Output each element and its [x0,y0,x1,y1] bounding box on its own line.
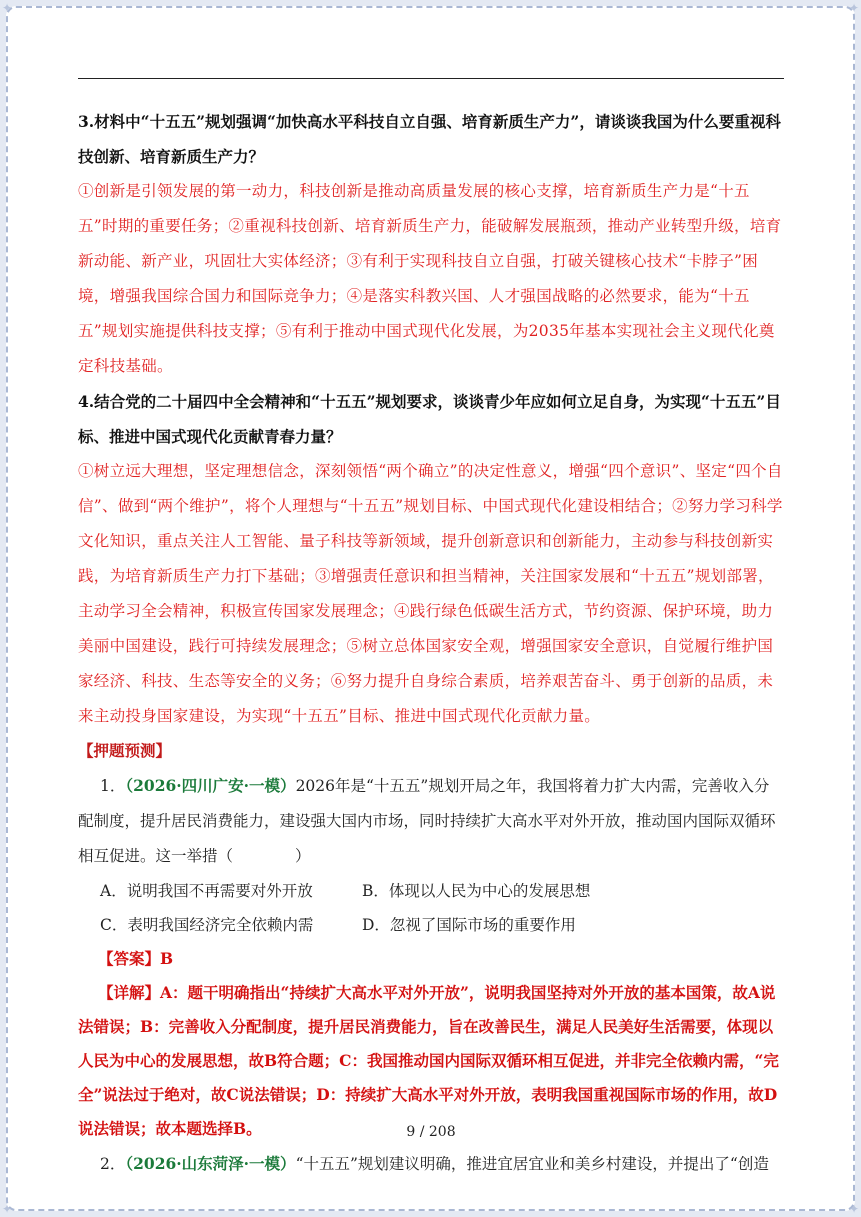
corner-star-icon: ✦ [2,1202,13,1216]
options-row-1 [78,874,784,908]
corner-star-icon: ✦ [848,1,859,15]
question-3: 3.材料中“十五五”规划强调“加快高水平科技自立自强、培育新质生产力”，请谈谈我国为什么要重视科技创新、培育新质生产力？ [78,112,781,166]
page-content [78,104,784,1182]
problem-1-explanation: 【详解】A：题干明确指出“持续扩大高水平对外开放”，说明我国坚持对外开放的基本国策，故A说法错误；B：完善收入分配制度，提升居民消费能力，旨在改善民生，满足人民美好生活需要，体现以人民为中心的发展思想，故B符合题；C：我国推动国内国际双循环相互促进，并非完全依赖内需，“完全”说法过于绝对，故C说法错误；D：持续扩大高水平对外开放，表明我国重视国际市场的作用，故D说法错误；故本题选择B。 [78,983,779,1138]
header-rule [78,78,784,79]
problem-1-number: 1． [100,777,126,795]
corner-star-icon: ✦ [2,1,13,15]
question-4: 4.结合党的二十届四中全会精神和“十五五”规划要求，谈谈青少年应如何立足自身，为实现“十五五”目标、推进中国式现代化贡献青春力量？ [78,392,781,446]
page-number: 9 / 208 [406,1124,456,1140]
answer-3: ①创新是引领发展的第一动力，科技创新是推动高质量发展的核心支撑，培育新质生产力是“十五五”时期的重要任务；②重视科技创新、培育新质生产力，能破解发展瓶颈，推动产业转型升级，培育新动能、新产业，巩固壮大实体经济；③有利于实现科技自立自强，打破关键核心技术“卡脖子”困境，增强我国综合国力和国际竞争力；④是落实科教兴国、人才强国战略的必然要求，能为“十五五”规划实施提供科技支撑；⑤有利于推动中国式现代化发展，为2035年基本实现社会主义现代化奠定科技基础。 [78,182,782,375]
problem-1-answer: 【答案】B [98,949,174,968]
corner-star-icon: ✦ [848,1202,859,1216]
answer-4: ①树立远大理想，坚定理想信念，深刻领悟“两个确立”的决定性意义，增强“四个意识”、坚定“四个自信”、做到“两个维护”，将个人理想与“十五五”规划目标、中国式现代化建设相结合；②努力学习科学文化知识，重点关注人工智能、量子科技等新领域，提升创新意识和创新能力，主动参与科技创新实践，为培育新质生产力打下基础；③增强责任意识和担当精神，关注国家发展和“十五五”规划部署，主动学习全会精神，积极宣传国家发展理念；④践行绿色低碳生活方式，节约资源、保护环境，助力美丽中国建设，践行可持续发展理念；⑤树立总体国家安全观，增强国家安全意识，自觉履行维护国家经济、科技、生态等安全的义务；⑥努力提升自身综合素质，培养艰苦奋斗、勇于创新的品质，未来主动投身国家建设，为实现“十五五”目标、推进中国式现代化贡献力量。 [78,462,783,725]
document-page [78,0,784,1217]
option-a[interactable]: A．说明我国不再需要对外开放 [100,882,313,900]
options-row-2 [78,908,784,942]
problem-2-stem [78,1146,784,1182]
problem-1-stem [78,768,784,874]
problem-2-text: “十五五”规划建议明确，推进宜居宜业和美乡村建设，并提出了“创造 [295,1155,769,1173]
problem-1-text: 2026年是“十五五”规划开局之年，我国将着力扩大内需，完善收入分配制度，提升居民消费能力，建设强大国内市场，同时持续扩大高水平对外开放，推动国内国际双循环相互促进。这一举措（ ） [78,777,776,865]
problem-2-source: （2026·山东菏泽·一模） [125,1154,296,1173]
section-title: 【押题预测】 [78,741,172,760]
option-d[interactable]: D．忽视了国际市场的重要作用 [362,916,576,934]
problem-1-source: （2026·四川广安·一模） [125,776,296,795]
option-b[interactable]: B．体现以人民为中心的发展思想 [362,882,591,900]
problem-2-number: 2． [100,1155,126,1173]
option-c[interactable]: C．表明我国经济完全依赖内需 [100,916,314,934]
